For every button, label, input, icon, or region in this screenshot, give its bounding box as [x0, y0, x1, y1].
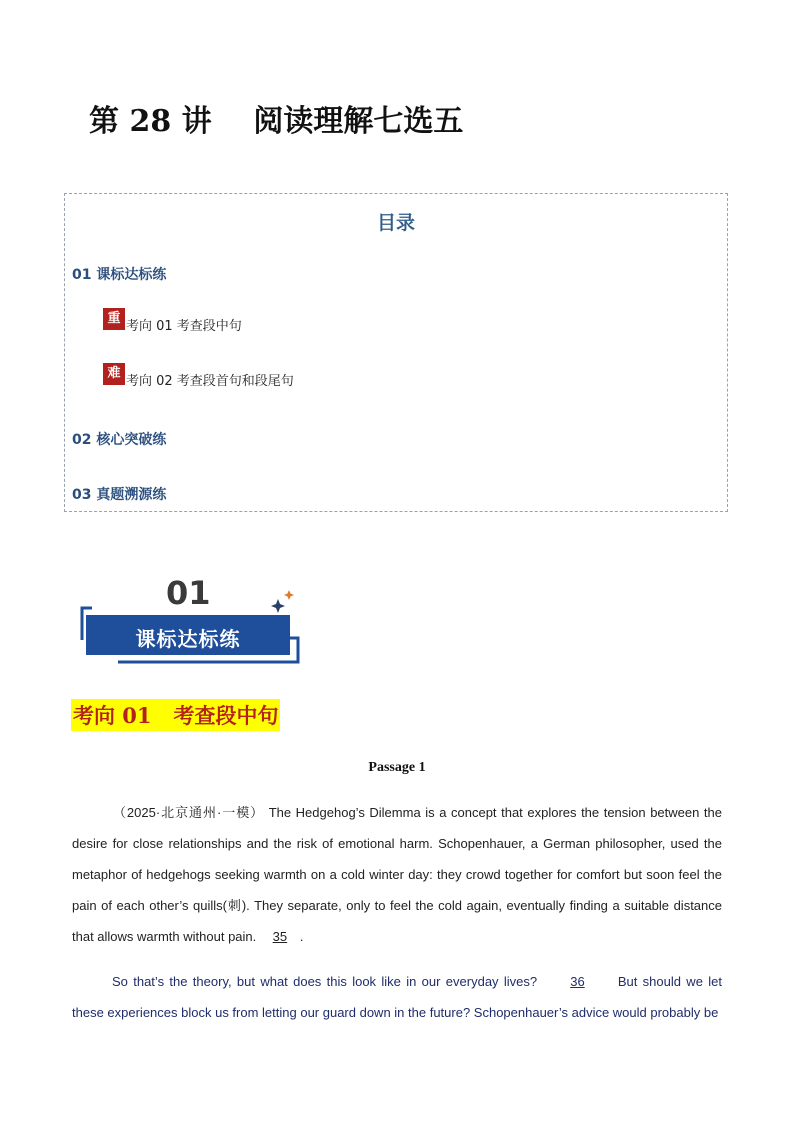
difficulty-tag: 难: [103, 363, 125, 385]
toc-item-section-03[interactable]: 03 真题溯源练: [72, 487, 167, 503]
paragraph-end: .: [299, 929, 304, 944]
toc-item-section-02[interactable]: 02 核心突破练: [72, 432, 167, 448]
banner-number: 01: [166, 574, 211, 612]
paragraph-text: But should we let these experiences block us from letting our guard down in the future? Schopenhauer’s advice would probably be: [72, 974, 722, 1020]
toc-subitem-label: 考向 01 考查段中句: [126, 319, 242, 334]
passage-paragraph-2: [72, 966, 722, 1028]
question-source: （2025·北京通州·一模）: [112, 805, 265, 820]
toc-item-section-01[interactable]: 01 课标达标练: [72, 267, 167, 283]
toc-subitem-label: 考向 02 考查段首句和段尾句: [126, 374, 294, 389]
banner-bar: [86, 615, 290, 655]
table-of-contents: [64, 193, 728, 512]
answer-blank-35[interactable]: 35: [272, 929, 288, 944]
paragraph-text: So that’s the theory, but what does this look like in our everyday lives?: [112, 974, 538, 989]
passage-title: Passage 1: [368, 760, 426, 775]
passage-paragraph-1: [72, 797, 722, 952]
section-banner: [78, 570, 308, 670]
section-heading: 考向 01 考查段中句: [71, 699, 280, 731]
toc-subitem-02[interactable]: [103, 367, 294, 389]
toc-heading: 目录: [376, 212, 415, 234]
toc-subitem-01[interactable]: [103, 312, 242, 334]
answer-blank-36[interactable]: 36: [570, 974, 585, 989]
key-point-tag: 重: [103, 308, 125, 330]
page-title: 第 28 讲 阅读理解七选五: [89, 104, 464, 139]
banner-label: 课标达标练: [135, 627, 241, 651]
paragraph-text: The Hedgehog’s Dilemma is a concept that explores the tension between the desire for close relationships and the risk of emotional harm. Schopenhauer, a German philosopher, used the metaphor of hedgehogs seeking warmth on a cold winter day: they crowd together for comfort but soon feel the pain of each other’s quills(刺). They separate, only to feel the cold again, eventually finding a suitable distance that allows warmth without pain.: [72, 805, 722, 944]
